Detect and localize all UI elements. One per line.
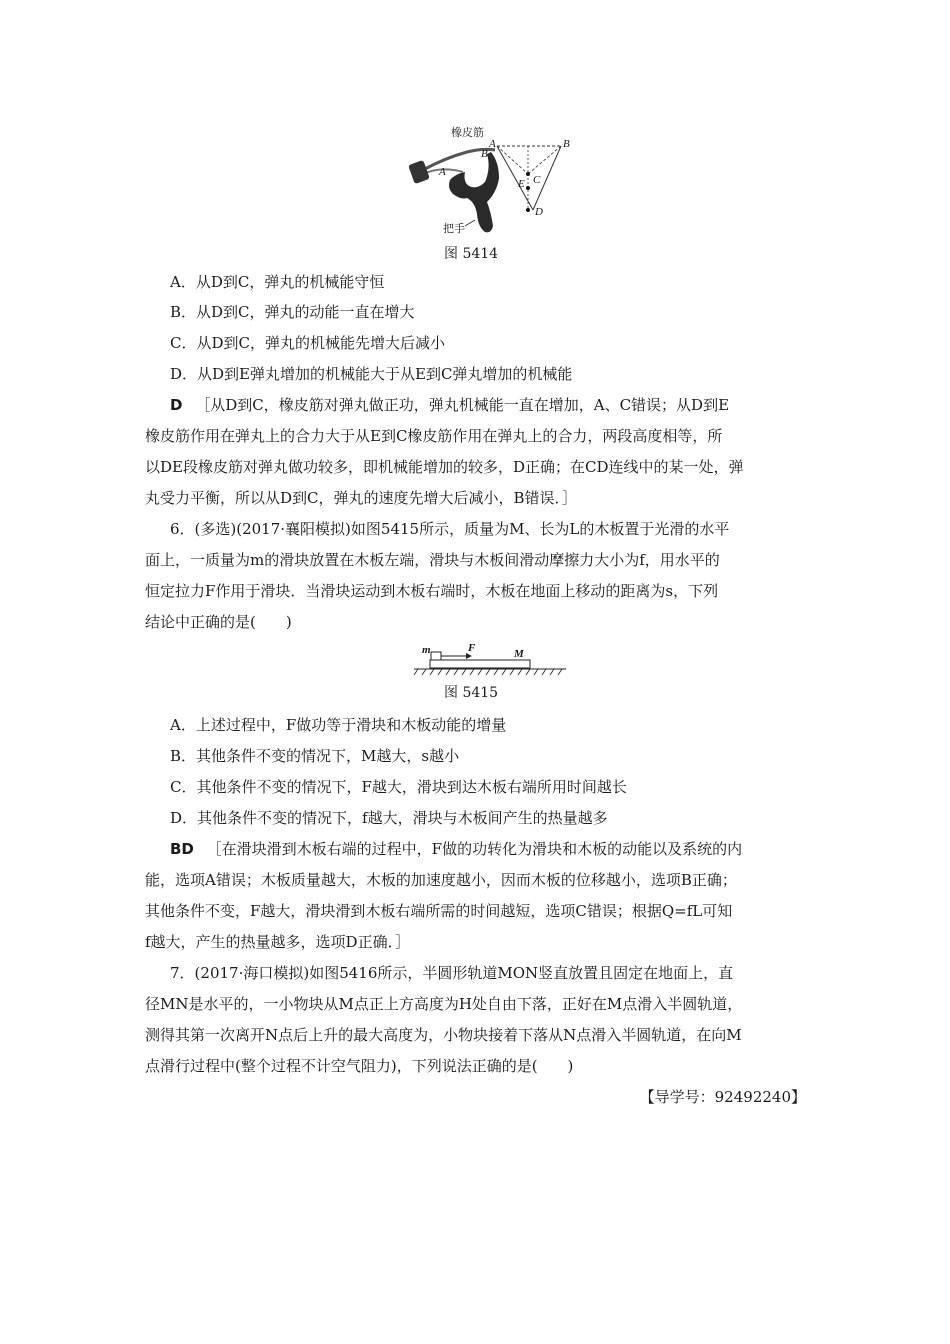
label-B-left: B (481, 148, 488, 160)
q7-stem-2: 径MN是水平的，一小物块从M点正上方高度为H处自由下落，正好在M点滑入半圆轨道， (145, 995, 743, 1013)
q5-option-a: A．从D到C，弹丸的机械能守恒 (170, 273, 385, 291)
q6-explanation-2: 能，选项A错误；木板质量越大，木板的加速度越小，因而木板的位移越小，选项B正确； (145, 871, 737, 889)
q5-option-c: C．从D到C，弹丸的机械能先增大后减小 (170, 334, 445, 352)
q6-stem-2: 面上，一质量为m的滑块放置在木板左端，滑块与木板间滑动摩擦力大小为f，用水平的 (145, 551, 720, 569)
figure-5414 (405, 122, 585, 240)
figure-5415 (410, 642, 570, 678)
label-B-right: B (563, 138, 570, 150)
q5-answer-key: D (170, 396, 183, 414)
q6-option-b: B．其他条件不变的情况下，M越大，s越小 (170, 747, 460, 765)
figure-5415-caption: 图 5415 (444, 685, 499, 701)
q6-stem-3: 恒定拉力F作用于滑块．当滑块运动到木板右端时，木板在地面上移动的距离为s，下列 (145, 582, 719, 600)
label-rubber-band: 橡皮筋 (451, 126, 484, 139)
label-M: M (514, 648, 524, 660)
q6-stem-1: 6．(多选)(2017·襄阳模拟)如图5415所示，质量为M、长为L的木板置于光滑的水平 (170, 520, 730, 538)
q5-explanation-3: 以DE段橡皮筋对弹丸做功较多，即机械能增加的较多，D正确；在CD连线中的某一处，弹 (145, 458, 744, 476)
label-m: m (422, 644, 431, 656)
label-D: D (535, 206, 543, 218)
q6-stem-4: 结论中正确的是( ) (145, 613, 292, 631)
q5-answer-line-1 (170, 395, 729, 415)
q7-stem-3: 测得其第一次离开N点后上升的最大高度为，小物块接着下落从N点滑入半圆轨道，在向M (145, 1026, 742, 1044)
q6-answer-key: BD (170, 840, 194, 858)
label-C: C (533, 174, 541, 186)
q5-option-b: B．从D到C，弹丸的动能一直在增大 (170, 303, 415, 321)
q7-stem-1: 7．(2017·海口模拟)如图5416所示，半圆形轨道MON竖直放置且固定在地面上，直 (170, 964, 734, 982)
q5-explanation-4: 丸受力平衡，所以从D到C，弹丸的速度先增大后减小，B错误．］ (145, 489, 578, 507)
figure-5414-caption: 图 5414 (444, 246, 499, 262)
q6-explanation-1: ［在滑块滑到木板右端的过程中，F做的功转化为滑块和木板的动能以及系统的内 (206, 840, 743, 858)
q5-explanation-2: 橡皮筋作用在弹丸上的合力大于从E到C橡皮筋作用在弹丸上的合力，两段高度相等，所 (145, 427, 723, 445)
q6-option-c: C．其他条件不变的情况下，F越大，滑块到达木板右端所用时间越长 (170, 778, 627, 796)
q7-reference-number: 【导学号：92492240】 (639, 1088, 806, 1106)
q5-explanation-1: ［从D到C，橡皮筋对弹丸做正功，弹丸机械能一直在增加，A、C错误；从D到E (195, 396, 730, 414)
q6-answer-line-1 (170, 839, 742, 859)
q6-option-a: A．上述过程中，F做功等于滑块和木板动能的增量 (170, 716, 507, 734)
q6-explanation-3: 其他条件不变，F越大，滑块滑到木板右端所需的时间越短，选项C错误；根据Q=fL可知 (145, 902, 733, 920)
q5-option-d: D．从D到E弹丸增加的机械能大于从E到C弹丸增加的机械能 (170, 365, 573, 383)
q6-explanation-4: f越大，产生的热量越多，选项D正确．］ (145, 933, 411, 951)
label-A-left: A (439, 166, 446, 178)
q7-stem-4: 点滑行过程中(整个过程不计空气阻力)，下列说法正确的是( ) (145, 1057, 574, 1075)
board-block-diagram (410, 642, 570, 678)
label-handle: 把手 (443, 222, 465, 235)
label-F: F (468, 642, 476, 654)
label-E: E (518, 178, 525, 190)
label-A-right: A (489, 138, 496, 150)
q6-option-d: D．其他条件不变的情况下，f越大，滑块与木板间产生的热量越多 (170, 809, 608, 827)
